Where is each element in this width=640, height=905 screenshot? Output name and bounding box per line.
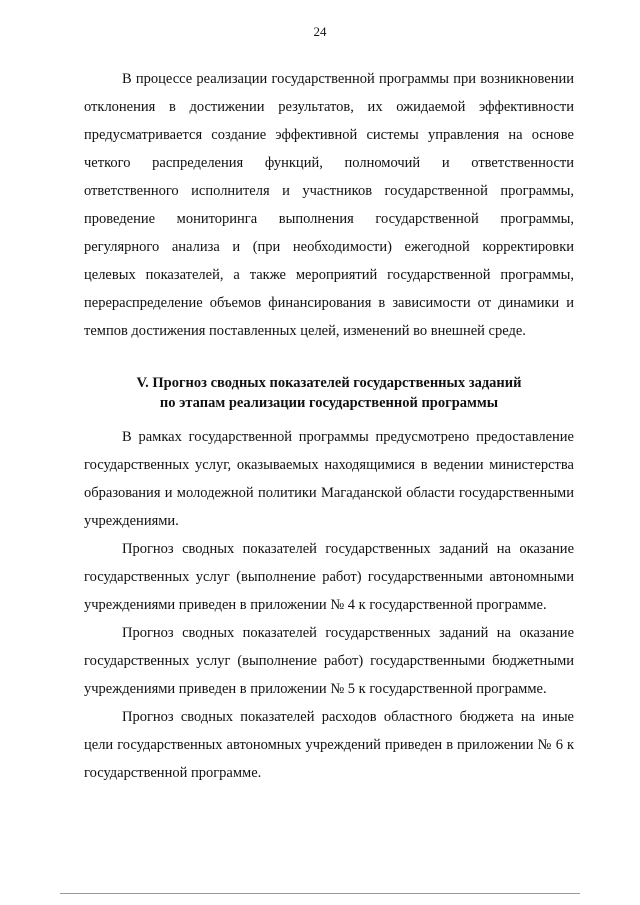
section-heading bbox=[84, 373, 574, 413]
paragraph-services: В рамках государственной программы предусмотрено предоставление государственных услуг, оказываемых находящимися в ведении министерства образования и молодежной политики Магаданской области государственными учреждениями. bbox=[84, 429, 574, 529]
paragraph-budget: Прогноз сводных показателей государственных заданий на оказание государственных услуг (выполнение работ) государственными бюджетными учреждениями приведен в приложении № 5 к государственной программе. bbox=[84, 625, 574, 697]
bottom-rule bbox=[60, 893, 580, 894]
page-number: 24 bbox=[313, 24, 327, 39]
section-heading-line-1: V. Прогноз сводных показателей государственных заданий bbox=[136, 375, 522, 391]
section-heading-line-2: по этапам реализации государственной программы bbox=[159, 395, 499, 411]
intro-paragraph: В процессе реализации государственной программы при возникновении отклонения в достижении результатов, их ожидаемой эффективности предусматривается создание эффективной системы управления на основе четкого распределения функций, полномочий и ответственности ответственного исполнителя и участников государственной программы, проведение мониторинга выполнения государственной программы, регулярного анализа и (при необходимости) ежегодной корректировки целевых показателей, а также мероприятий государственной программы, перераспределение объемов финансирования в зависимости от динамики и темпов достижения поставленных целей, изменений во внешней среде. bbox=[84, 71, 574, 339]
document-body bbox=[84, 65, 574, 787]
paragraph-other-goals: Прогноз сводных показателей расходов областного бюджета на иные цели государственных автономных учреждений приведен в приложении № 6 к государственной программе. bbox=[84, 709, 574, 781]
paragraph-autonomous: Прогноз сводных показателей государственных заданий на оказание государственных услуг (выполнение работ) государственными автономными учреждениями приведен в приложении № 4 к государственной программе. bbox=[84, 541, 574, 613]
